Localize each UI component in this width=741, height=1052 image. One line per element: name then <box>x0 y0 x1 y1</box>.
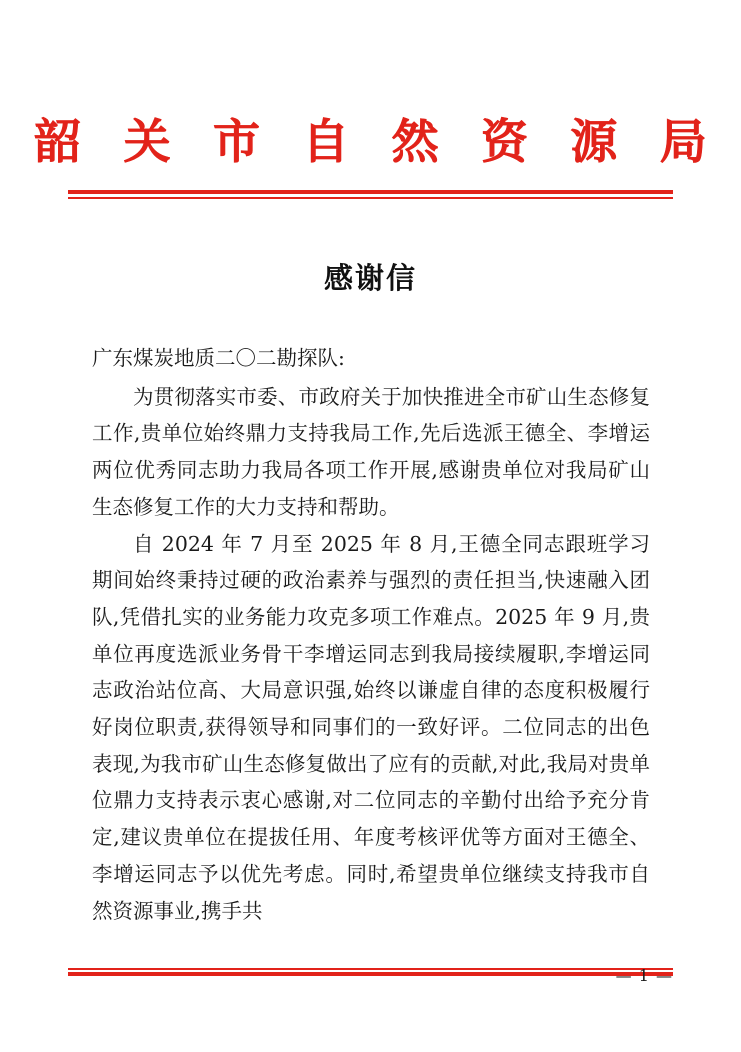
salutation: 广东煤炭地质二〇二勘探队: <box>92 346 345 370</box>
header-divider-rule <box>68 190 673 199</box>
page-number: — 1 — <box>615 966 673 985</box>
body-paragraph-1: 为贯彻落实市委、市政府关于加快推进全市矿山生态修复工作,贵单位始终鼎力支持我局工作,先后选派王德全、李增运两位优秀同志助力我局各项工作开展,感谢贵单位对我局矿山生态修复工作的大力支持和帮助。 <box>92 384 650 519</box>
page-title: 感谢信 <box>323 261 417 295</box>
letter-body <box>92 340 650 929</box>
issuing-authority-title: 韶 关 市 自 然 资 源 局 <box>34 115 720 170</box>
body-paragraph-2: 自 2024 年 7 月至 2025 年 8 月,王德全同志跟班学习期间始终秉持过硬的政治素养与强烈的责任担当,快速融入团队,凭借扎实的业务能力攻克多项工作难点。2025 年 9 月,贵单位再度选派业务骨干李增运同志到我局接续履职,李增运同志政治站位高、大局意识强,始终以谦虚自律的态度积极履行好岗位职责,获得领导和同事们的一致好评。二位同志的出色表现,为我市矿山生态修复做出了应有的贡献,对此,我局对贵单位鼎力支持表示衷心感谢,对二位同志的辛勤付出给予充分肯定,建议贵单位在提拔任用、年度考核评优等方面对王德全、李增运同志予以优先考虑。同时,希望贵单位继续支持我市自然资源事业,携手共 <box>92 531 650 923</box>
header-rule-thin <box>68 197 673 199</box>
masthead <box>0 112 741 174</box>
